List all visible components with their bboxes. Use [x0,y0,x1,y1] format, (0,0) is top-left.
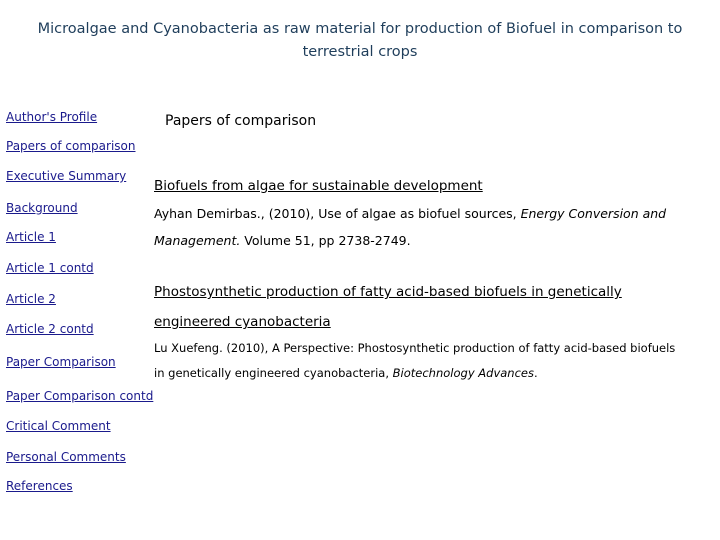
paper-1-citation-text: Ayhan Demirbas., (2010), Use of algae as biofuel sources, [154,206,521,221]
slide-title-line-1: Microalgae and Cyanobacteria as raw material for production of Biofuel in comparison to [37,21,683,37]
paper-1-journal-name-contd: Management. [154,233,241,248]
section-heading: Papers of comparison [165,113,317,129]
nav-link-executive-summary[interactable]: Executive Summary [6,169,127,183]
paper-2-title-line-1: Phostosynthetic production of fatty acid-based biofuels in genetically [154,284,622,300]
nav-link-paper-comparison-contd[interactable]: Paper Comparison contd [6,389,154,403]
paper-2-citation-line-1: Lu Xuefeng. (2010), A Perspective: Phostosynthetic production of fatty acid-based biofuels [154,341,676,355]
nav-link-references[interactable]: References [6,479,73,493]
nav-link-article-1[interactable]: Article 1 [6,230,56,244]
nav-link-article-2-contd[interactable]: Article 2 contd [6,322,94,336]
paper-2-citation-text: in genetically engineered cyanobacteria, [154,366,393,380]
nav-link-paper-comparison[interactable]: Paper Comparison [6,355,116,369]
nav-link-background[interactable]: Background [6,201,78,215]
nav-link-authors-profile[interactable]: Author's Profile [6,110,98,124]
paper-1-citation-line-2 [154,233,411,248]
paper-1-volume-pages: Volume 51, pp 2738-2749. [240,233,411,248]
slide-title-line-2: terrestrial crops [302,44,418,60]
paper-1-journal-name: Energy Conversion and [520,206,667,221]
nav-link-article-2[interactable]: Article 2 [6,292,56,306]
paper-2-citation-line-2 [154,366,538,380]
nav-link-papers-of-comparison[interactable]: Papers of comparison [6,139,136,153]
paper-2-citation-end: . [534,366,538,380]
paper-1-citation-line-1 [154,206,666,221]
paper-1-title: Biofuels from algae for sustainable development [154,178,483,194]
nav-link-critical-comment[interactable]: Critical Comment [6,419,111,433]
paper-2-title-line-2: engineered cyanobacteria [154,314,331,330]
paper-2-journal-name: Biotechnology Advances [392,366,534,380]
nav-link-article-1-contd[interactable]: Article 1 contd [6,261,94,275]
nav-link-personal-comments[interactable]: Personal Comments [6,450,126,464]
slide-title [10,18,710,64]
